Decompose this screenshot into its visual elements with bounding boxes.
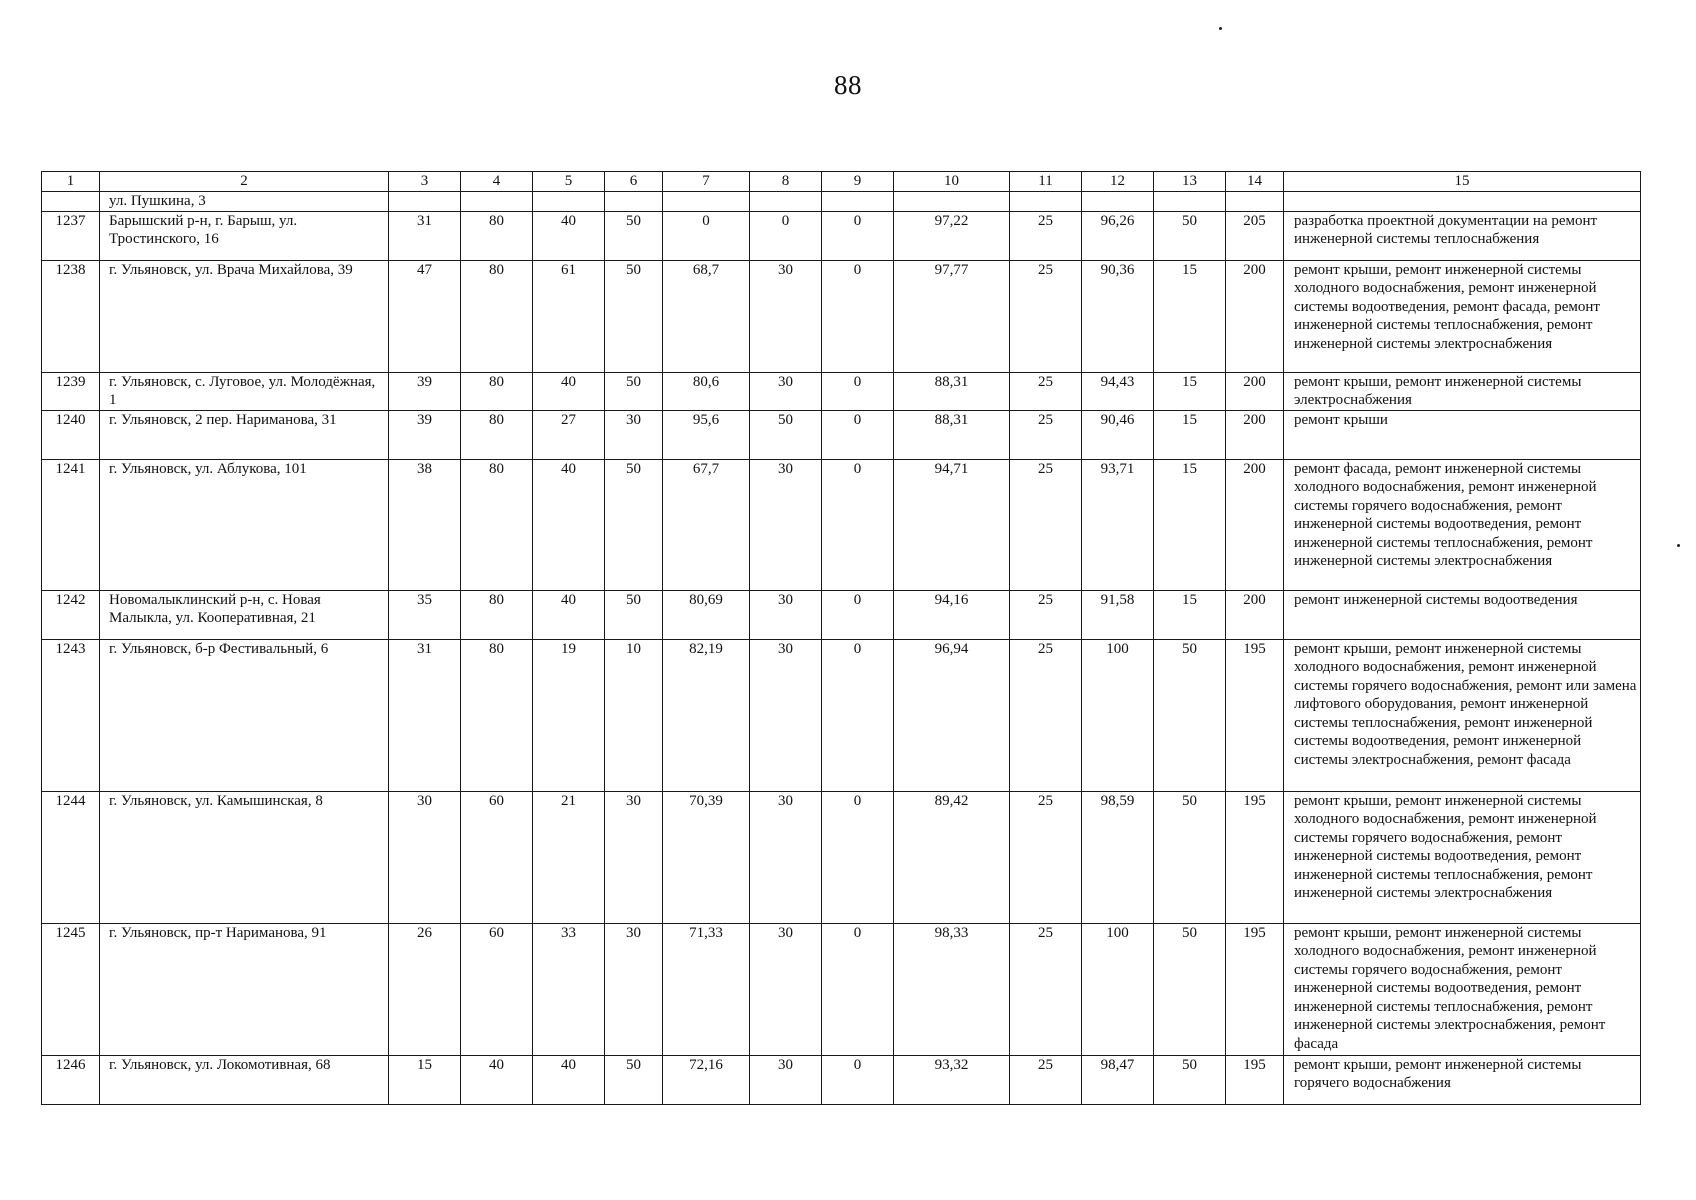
empty-cell — [822, 192, 894, 212]
value-cell: 40 — [533, 590, 605, 639]
page-number: 88 — [834, 70, 862, 100]
value-cell: 50 — [1154, 923, 1226, 1055]
column-header: 1 — [42, 172, 100, 192]
value-cell: 80 — [461, 590, 533, 639]
value-cell: 38 — [389, 459, 461, 590]
value-cell: 30 — [750, 639, 822, 791]
value-cell: 0 — [822, 923, 894, 1055]
value-cell: 50 — [1154, 791, 1226, 923]
value-cell: 0 — [822, 791, 894, 923]
value-cell: 80,69 — [663, 590, 750, 639]
table-row — [42, 923, 1641, 1055]
value-cell: 15 — [1154, 459, 1226, 590]
value-cell: 195 — [1226, 1055, 1284, 1104]
value-cell: 0 — [663, 211, 750, 260]
table-row — [42, 260, 1641, 372]
value-cell: 15 — [1154, 410, 1226, 459]
value-cell: 40 — [533, 372, 605, 410]
column-header: 2 — [100, 172, 389, 192]
value-cell: 82,19 — [663, 639, 750, 791]
empty-cell — [1082, 192, 1154, 212]
value-cell: 68,7 — [663, 260, 750, 372]
value-cell: 200 — [1226, 260, 1284, 372]
value-cell: 15 — [1154, 260, 1226, 372]
value-cell: 0 — [822, 590, 894, 639]
column-header: 12 — [1082, 172, 1154, 192]
value-cell: 80 — [461, 260, 533, 372]
empty-cell — [750, 192, 822, 212]
works-cell: ремонт крыши, ремонт инженерной системы горячего водоснабжения — [1284, 1055, 1641, 1104]
value-cell: 25 — [1010, 1055, 1082, 1104]
value-cell: 31 — [389, 211, 461, 260]
value-cell: 50 — [605, 211, 663, 260]
row-number-cell: 1246 — [42, 1055, 100, 1104]
empty-cell — [1154, 192, 1226, 212]
value-cell: 200 — [1226, 590, 1284, 639]
works-cell: ремонт крыши, ремонт инженерной системы холодного водоснабжения, ремонт инженерной системы горячего водоснабжения, ремонт или замена лифтового оборудования, ремонт инженерной системы теплоснабжения, ремонт инженерной системы водоотведения, ремонт инженерной системы электроснабжения, ремонт фасада — [1284, 639, 1641, 791]
column-header: 4 — [461, 172, 533, 192]
column-header: 6 — [605, 172, 663, 192]
value-cell: 15 — [1154, 590, 1226, 639]
column-header: 8 — [750, 172, 822, 192]
value-cell: 25 — [1010, 791, 1082, 923]
value-cell: 195 — [1226, 639, 1284, 791]
value-cell: 27 — [533, 410, 605, 459]
works-cell: ремонт инженерной системы водоотведения — [1284, 590, 1641, 639]
value-cell: 25 — [1010, 260, 1082, 372]
table-row — [42, 1055, 1641, 1104]
value-cell: 50 — [605, 459, 663, 590]
value-cell: 35 — [389, 590, 461, 639]
value-cell: 25 — [1010, 372, 1082, 410]
value-cell: 94,16 — [894, 590, 1010, 639]
value-cell: 25 — [1010, 639, 1082, 791]
value-cell: 95,6 — [663, 410, 750, 459]
value-cell: 30 — [750, 372, 822, 410]
value-cell: 98,59 — [1082, 791, 1154, 923]
works-cell: ремонт крыши, ремонт инженерной системы холодного водоснабжения, ремонт инженерной системы горячего водоснабжения, ремонт инженерной системы водоотведения, ремонт инженерной системы теплоснабжения, ремонт инженерной системы электроснабжения — [1284, 791, 1641, 923]
value-cell: 25 — [1010, 211, 1082, 260]
column-header: 11 — [1010, 172, 1082, 192]
works-cell: ремонт крыши, ремонт инженерной системы электроснабжения — [1284, 372, 1641, 410]
value-cell: 80 — [461, 459, 533, 590]
column-header: 13 — [1154, 172, 1226, 192]
column-header: 10 — [894, 172, 1010, 192]
value-cell: 0 — [822, 639, 894, 791]
column-header: 15 — [1284, 172, 1641, 192]
value-cell: 0 — [822, 459, 894, 590]
value-cell: 70,39 — [663, 791, 750, 923]
value-cell: 60 — [461, 791, 533, 923]
value-cell: 50 — [1154, 639, 1226, 791]
table-row — [42, 639, 1641, 791]
empty-cell — [605, 192, 663, 212]
value-cell: 80 — [461, 410, 533, 459]
row-number-cell: 1244 — [42, 791, 100, 923]
empty-cell — [1010, 192, 1082, 212]
value-cell: 97,22 — [894, 211, 1010, 260]
value-cell: 100 — [1082, 923, 1154, 1055]
row-number-cell: 1240 — [42, 410, 100, 459]
value-cell: 21 — [533, 791, 605, 923]
value-cell: 72,16 — [663, 1055, 750, 1104]
value-cell: 30 — [750, 260, 822, 372]
address-cell: г. Ульяновск, ул. Камышинская, 8 — [100, 791, 389, 923]
value-cell: 93,32 — [894, 1055, 1010, 1104]
value-cell: 67,7 — [663, 459, 750, 590]
value-cell: 15 — [1154, 372, 1226, 410]
value-cell: 50 — [1154, 1055, 1226, 1104]
value-cell: 200 — [1226, 410, 1284, 459]
value-cell: 0 — [822, 1055, 894, 1104]
value-cell: 200 — [1226, 459, 1284, 590]
empty-cell — [533, 192, 605, 212]
value-cell: 98,33 — [894, 923, 1010, 1055]
value-cell: 80 — [461, 211, 533, 260]
value-cell: 30 — [605, 791, 663, 923]
value-cell: 50 — [605, 372, 663, 410]
value-cell: 0 — [822, 211, 894, 260]
value-cell: 200 — [1226, 372, 1284, 410]
value-cell: 25 — [1010, 923, 1082, 1055]
value-cell: 60 — [461, 923, 533, 1055]
scan-speck — [1677, 544, 1680, 547]
works-cell: ремонт фасада, ремонт инженерной системы холодного водоснабжения, ремонт инженерной системы горячего водоснабжения, ремонт инженерной системы водоотведения, ремонт инженерной системы теплоснабжения, ремонт инженерной системы электроснабжения — [1284, 459, 1641, 590]
value-cell: 94,71 — [894, 459, 1010, 590]
value-cell: 98,47 — [1082, 1055, 1154, 1104]
value-cell: 40 — [533, 459, 605, 590]
value-cell: 195 — [1226, 791, 1284, 923]
value-cell: 47 — [389, 260, 461, 372]
value-cell: 50 — [1154, 211, 1226, 260]
address-cell: ул. Пушкина, 3 — [100, 192, 389, 212]
value-cell: 50 — [605, 1055, 663, 1104]
scan-speck — [1219, 27, 1222, 30]
value-cell: 30 — [750, 791, 822, 923]
value-cell: 80,6 — [663, 372, 750, 410]
column-header: 9 — [822, 172, 894, 192]
value-cell: 0 — [822, 410, 894, 459]
value-cell: 39 — [389, 410, 461, 459]
value-cell: 50 — [605, 590, 663, 639]
row-number-cell: 1237 — [42, 211, 100, 260]
value-cell: 30 — [750, 459, 822, 590]
value-cell: 89,42 — [894, 791, 1010, 923]
continuation-row — [42, 192, 1641, 212]
address-cell: Новомалыклинский р-н, с. Новая Малыкла, ул. Кооперативная, 21 — [100, 590, 389, 639]
value-cell: 40 — [461, 1055, 533, 1104]
value-cell: 25 — [1010, 410, 1082, 459]
value-cell: 25 — [1010, 459, 1082, 590]
value-cell: 94,43 — [1082, 372, 1154, 410]
value-cell: 30 — [605, 410, 663, 459]
table-row — [42, 791, 1641, 923]
value-cell: 96,94 — [894, 639, 1010, 791]
empty-cell — [389, 192, 461, 212]
value-cell: 40 — [533, 1055, 605, 1104]
value-cell: 30 — [605, 923, 663, 1055]
value-cell: 90,36 — [1082, 260, 1154, 372]
row-number-cell: 1239 — [42, 372, 100, 410]
value-cell: 31 — [389, 639, 461, 791]
value-cell: 30 — [750, 590, 822, 639]
empty-cell — [1284, 192, 1641, 212]
address-cell: г. Ульяновск, 2 пер. Нариманова, 31 — [100, 410, 389, 459]
value-cell: 80 — [461, 639, 533, 791]
address-cell: г. Ульяновск, ул. Врача Михайлова, 39 — [100, 260, 389, 372]
value-cell: 0 — [822, 372, 894, 410]
data-table — [41, 171, 1641, 1105]
works-cell: ремонт крыши, ремонт инженерной системы холодного водоснабжения, ремонт инженерной системы водоотведения, ремонт фасада, ремонт инженерной системы теплоснабжения, ремонт инженерной системы электроснабжения — [1284, 260, 1641, 372]
value-cell: 80 — [461, 372, 533, 410]
empty-cell — [1226, 192, 1284, 212]
empty-cell — [42, 192, 100, 212]
value-cell: 100 — [1082, 639, 1154, 791]
row-number-cell: 1245 — [42, 923, 100, 1055]
address-cell: г. Ульяновск, ул. Локомотивная, 68 — [100, 1055, 389, 1104]
value-cell: 30 — [389, 791, 461, 923]
empty-cell — [663, 192, 750, 212]
value-cell: 90,46 — [1082, 410, 1154, 459]
value-cell: 39 — [389, 372, 461, 410]
value-cell: 40 — [533, 211, 605, 260]
table-row — [42, 372, 1641, 410]
header-row — [42, 172, 1641, 192]
value-cell: 50 — [605, 260, 663, 372]
works-cell: разработка проектной документации на ремонт инженерной системы теплоснабжения — [1284, 211, 1641, 260]
value-cell: 71,33 — [663, 923, 750, 1055]
value-cell: 96,26 — [1082, 211, 1154, 260]
address-cell: г. Ульяновск, б-р Фестивальный, 6 — [100, 639, 389, 791]
value-cell: 30 — [750, 923, 822, 1055]
column-header: 5 — [533, 172, 605, 192]
value-cell: 19 — [533, 639, 605, 791]
row-number-cell: 1238 — [42, 260, 100, 372]
row-number-cell: 1243 — [42, 639, 100, 791]
value-cell: 97,77 — [894, 260, 1010, 372]
value-cell: 88,31 — [894, 410, 1010, 459]
empty-cell — [894, 192, 1010, 212]
value-cell: 0 — [822, 260, 894, 372]
table-row — [42, 590, 1641, 639]
value-cell: 30 — [750, 1055, 822, 1104]
address-cell: г. Ульяновск, пр-т Нариманова, 91 — [100, 923, 389, 1055]
value-cell: 195 — [1226, 923, 1284, 1055]
column-header: 3 — [389, 172, 461, 192]
address-cell: Барышский р-н, г. Барыш, ул. Тростинского, 16 — [100, 211, 389, 260]
column-header: 14 — [1226, 172, 1284, 192]
works-cell: ремонт крыши, ремонт инженерной системы холодного водоснабжения, ремонт инженерной системы горячего водоснабжения, ремонт инженерной системы водоотведения, ремонт инженерной системы теплоснабжения, ремонт инженерной системы электроснабжения, ремонт фасада — [1284, 923, 1641, 1055]
row-number-cell: 1241 — [42, 459, 100, 590]
value-cell: 10 — [605, 639, 663, 791]
value-cell: 26 — [389, 923, 461, 1055]
value-cell: 93,71 — [1082, 459, 1154, 590]
value-cell: 88,31 — [894, 372, 1010, 410]
address-cell: г. Ульяновск, ул. Аблукова, 101 — [100, 459, 389, 590]
column-header: 7 — [663, 172, 750, 192]
value-cell: 91,58 — [1082, 590, 1154, 639]
value-cell: 50 — [750, 410, 822, 459]
empty-cell — [461, 192, 533, 212]
table-row — [42, 410, 1641, 459]
value-cell: 205 — [1226, 211, 1284, 260]
works-cell: ремонт крыши — [1284, 410, 1641, 459]
value-cell: 25 — [1010, 590, 1082, 639]
value-cell: 61 — [533, 260, 605, 372]
value-cell: 0 — [750, 211, 822, 260]
address-cell: г. Ульяновск, с. Луговое, ул. Молодёжная, 1 — [100, 372, 389, 410]
row-number-cell: 1242 — [42, 590, 100, 639]
value-cell: 33 — [533, 923, 605, 1055]
value-cell: 15 — [389, 1055, 461, 1104]
table-row — [42, 211, 1641, 260]
table-row — [42, 459, 1641, 590]
